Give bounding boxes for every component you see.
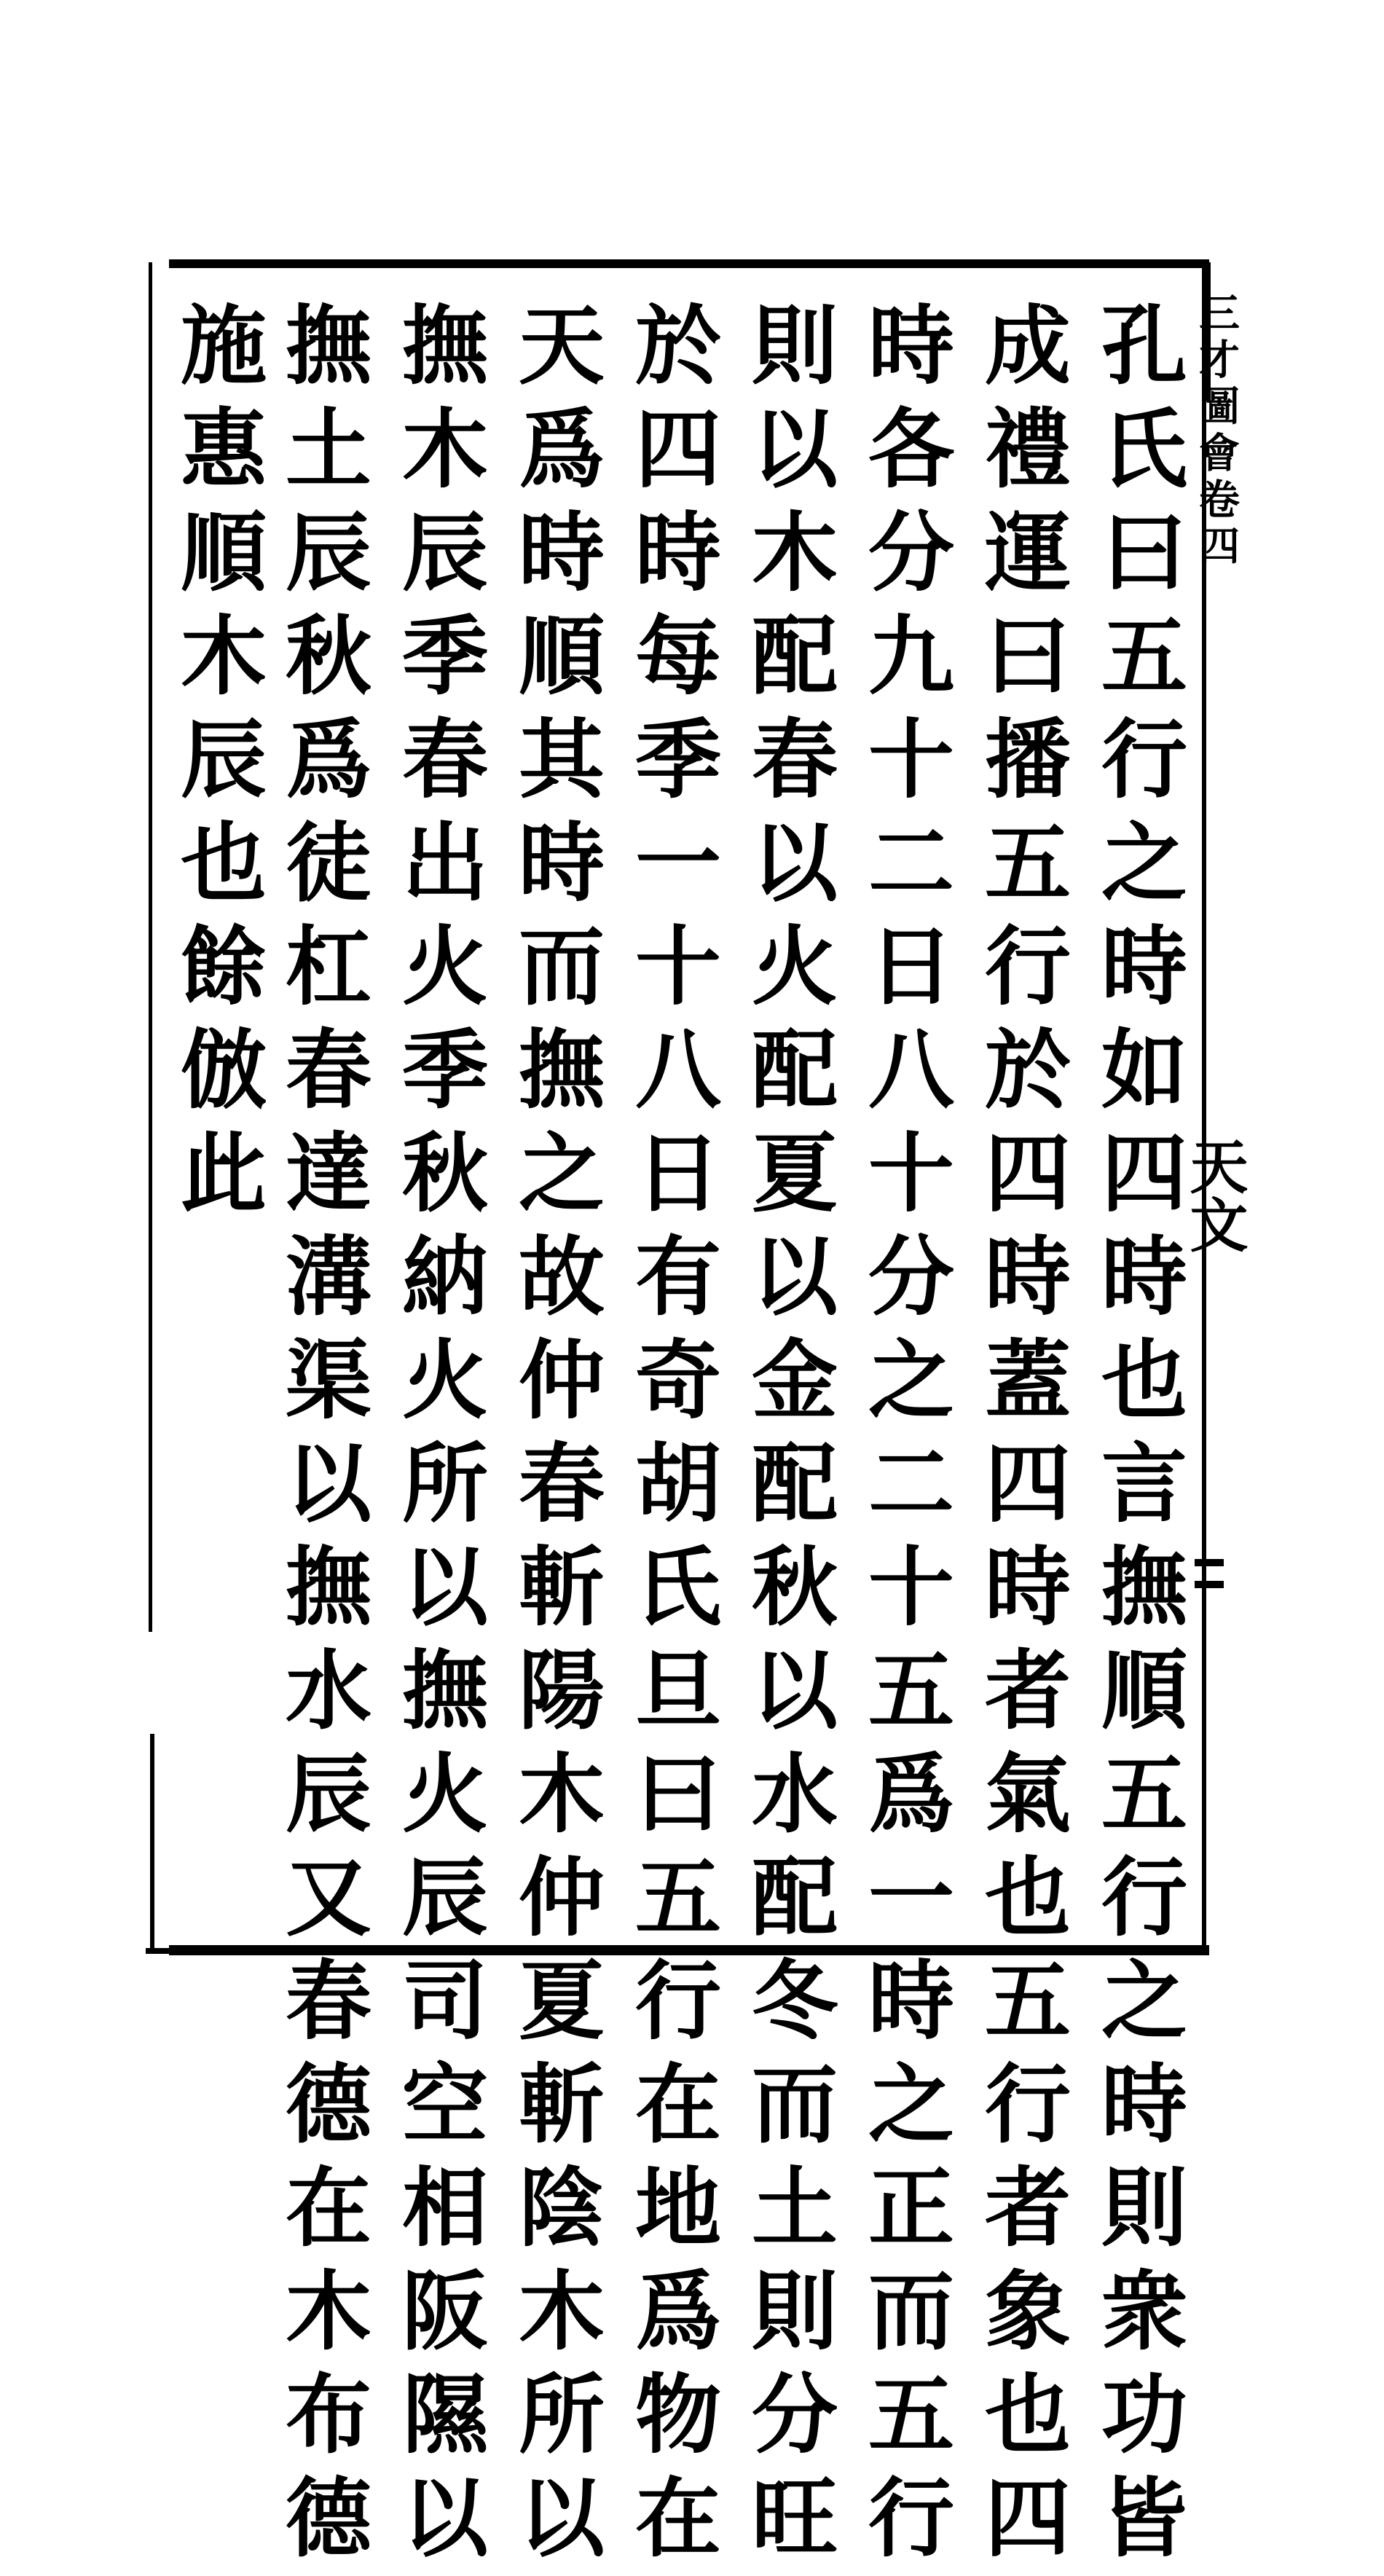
text-column-9: 施惠順木辰也餘倣此	[166, 300, 267, 1231]
folio-mark	[1195, 1581, 1224, 1588]
book-title: 三才圖會卷四	[1192, 291, 1241, 571]
section-label: 天文	[1180, 1136, 1249, 1253]
text-column-1: 孔氏曰五行之時如四時也言撫順五行之時則衆功皆	[1087, 300, 1188, 2576]
text-column-5: 於四時每季一十八日有奇胡氏旦曰五行在地爲物在	[621, 300, 722, 2576]
left-frame-line-lower	[150, 1734, 154, 1952]
text-column-3: 時各分九十二日八十分之二十五爲一時之正而五行	[854, 300, 955, 2576]
text-column-7: 撫木辰季春出火季秋納火所以撫火辰司空相阪隰以	[388, 300, 489, 2576]
text-column-6: 天爲時順其時而撫之故仲春斬陽木仲夏斬陰木所以	[504, 300, 605, 2576]
text-column-2: 成禮運曰播五行於四時蓋四時者氣也五行者象也四	[970, 300, 1072, 2576]
text-column-4: 則以木配春以火配夏以金配秋以水配冬而土則分旺	[737, 300, 838, 2576]
left-frame-line	[149, 262, 152, 1632]
folio-mark	[1195, 1559, 1224, 1566]
top-border-rule	[169, 259, 1209, 268]
text-column-8: 撫土辰秋爲徒杠春達溝渠以撫水辰又春德在木布德	[271, 300, 372, 2576]
